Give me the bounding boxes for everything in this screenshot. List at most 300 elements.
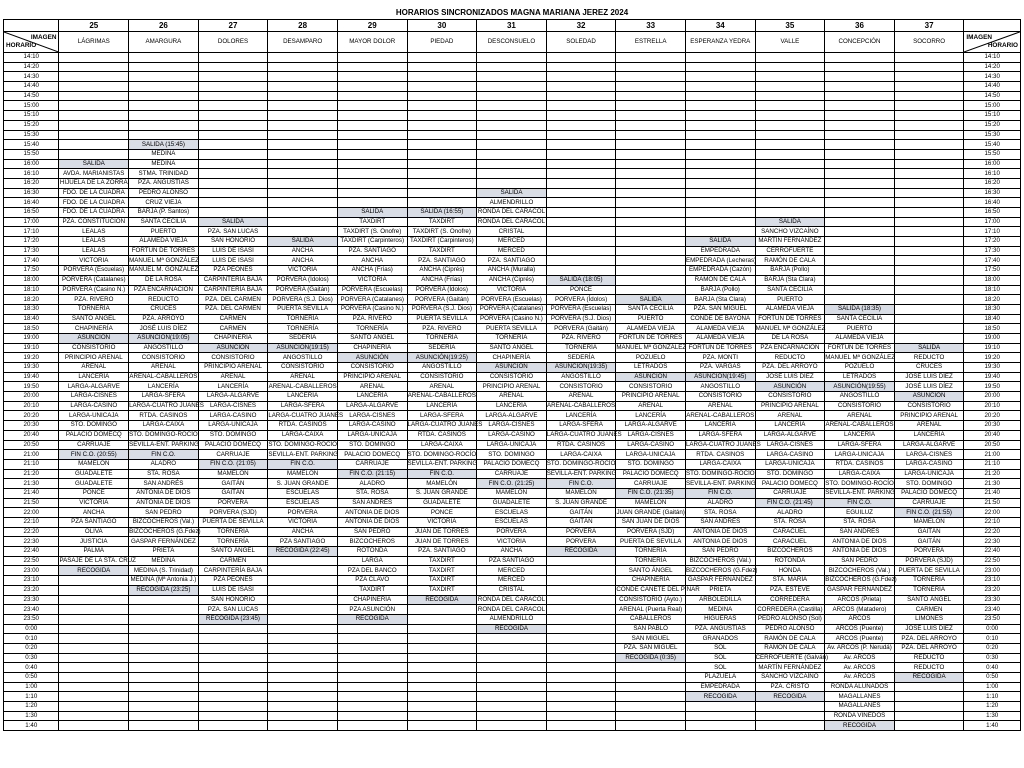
schedule-cell: CONSISTORIO	[337, 363, 407, 373]
schedule-cell	[546, 702, 616, 712]
table-row	[4, 149, 1021, 159]
schedule-cell: TORNERÍA	[546, 343, 616, 353]
schedule-cell: PZA. MONTI	[685, 353, 755, 363]
schedule-cell: MAMELÓN	[616, 498, 686, 508]
schedule-cell: SANTO ÁNGEL	[337, 333, 407, 343]
schedule-cell: PZA. CONSTITUCION	[59, 217, 129, 227]
schedule-cell	[407, 188, 477, 198]
schedule-cell: ANGOSTILLO	[546, 372, 616, 382]
schedule-cell: ASUNCIÓN(19:05)	[129, 333, 199, 343]
table-row	[4, 498, 1021, 508]
schedule-cell	[268, 91, 338, 101]
schedule-cell: FIN C.O. (21:45)	[755, 498, 825, 508]
time-cell-left: 18:10	[4, 285, 59, 295]
schedule-cell: ALAMEDA VIEJA	[685, 324, 755, 334]
schedule-cell: MEDINA	[129, 159, 199, 169]
schedule-cell: PORVERA (S.J. Dios)	[268, 295, 338, 305]
schedule-cell	[546, 217, 616, 227]
schedule-cell	[129, 53, 199, 63]
table-row	[4, 62, 1021, 72]
schedule-cell: PORVERA (SJD)	[198, 508, 268, 518]
schedule-cell: CARMEN	[198, 324, 268, 334]
schedule-cell	[477, 702, 547, 712]
schedule-cell: LARGA-UNICAJA	[198, 421, 268, 431]
schedule-cell	[825, 208, 895, 218]
schedule-cell	[477, 140, 547, 150]
table-row	[4, 140, 1021, 150]
schedule-cell: ARENAL	[755, 411, 825, 421]
schedule-cell	[546, 198, 616, 208]
table-row	[4, 721, 1021, 731]
schedule-cell: GASPAR FERNÁNDEZ	[129, 537, 199, 547]
schedule-cell	[755, 208, 825, 218]
schedule-cell	[268, 566, 338, 576]
time-cell-right: 22:10	[964, 518, 1021, 528]
schedule-cell: ANTONIA DE DIOS	[685, 527, 755, 537]
schedule-cell	[337, 178, 407, 188]
schedule-cell: ARENAL-CABALLEROS	[547, 402, 616, 410]
table-row	[4, 692, 1021, 702]
schedule-cell: RAMÓN DE CALA	[685, 275, 755, 285]
schedule-cell: PORVERA (SJD)	[616, 527, 686, 537]
schedule-cell: MAMELÓN	[477, 488, 547, 498]
schedule-cell: ARENAL	[477, 392, 547, 402]
schedule-cell: ANCHA	[337, 256, 407, 266]
schedule-cell: ALADRO	[685, 498, 755, 508]
schedule-cell: ARCOS (Prieta)	[825, 595, 895, 605]
time-cell-right: 16:30	[964, 188, 1021, 198]
column-name: LÁGRIMAS	[59, 32, 129, 53]
schedule-cell: SOL	[685, 663, 755, 673]
schedule-cell	[825, 159, 895, 169]
schedule-cell	[59, 585, 129, 595]
schedule-cell: VICTORIA	[477, 537, 547, 547]
time-cell-right: 16:00	[964, 159, 1021, 169]
schedule-cell: GUADALETE	[59, 469, 129, 479]
schedule-cell	[894, 91, 964, 101]
schedule-cell: TORNERÍA	[337, 324, 407, 334]
schedule-cell	[825, 266, 895, 276]
schedule-cell	[129, 702, 199, 712]
schedule-cell: CHAPINERÍA	[59, 324, 129, 334]
schedule-cell: TAXDIRT (S. Onofre)	[337, 227, 407, 237]
time-cell-right: 19:50	[964, 382, 1021, 392]
schedule-cell	[616, 188, 686, 198]
schedule-cell	[268, 101, 338, 111]
schedule-cell: PZA. CRISTO	[755, 682, 825, 692]
schedule-cell: MEDINA	[685, 605, 755, 615]
schedule-cell: CHAPINERÍA	[337, 595, 407, 605]
schedule-cell: PZA ASUNCIÓN	[337, 605, 407, 615]
time-cell-right: 22:40	[964, 547, 1021, 557]
schedule-cell: ARENAL	[268, 372, 338, 382]
schedule-cell: CONDE CAÑETE DEL PINAR	[616, 586, 700, 594]
schedule-cell: CARRUAJE	[894, 498, 964, 508]
column-number: 35	[755, 20, 825, 32]
table-row	[4, 111, 1021, 121]
schedule-cell: LARGA-ALGARVE	[894, 440, 964, 450]
time-cell-right: 21:40	[964, 488, 1021, 498]
schedule-cell: LEALAS	[59, 227, 129, 237]
schedule-cell	[337, 198, 407, 208]
schedule-cell	[755, 82, 825, 92]
schedule-cell: LANCERÍA	[894, 430, 964, 440]
schedule-cell: ASUNCIÓN	[337, 353, 407, 363]
schedule-cell: SEVILLA-ENT. PARKING	[825, 489, 895, 497]
schedule-cell: ANCHA	[268, 527, 338, 537]
time-cell-left: 1:00	[4, 682, 59, 692]
time-cell-right: 17:10	[964, 227, 1021, 237]
schedule-cell	[616, 266, 686, 276]
schedule-cell	[616, 208, 686, 218]
time-cell-left: 21:20	[4, 469, 59, 479]
schedule-cell: CONSISTORIO	[755, 392, 825, 402]
time-cell-right: 0:10	[964, 634, 1021, 644]
schedule-cell	[755, 140, 825, 150]
schedule-cell: BARJA (Pollo)	[685, 285, 755, 295]
table-row	[4, 382, 1021, 392]
schedule-cell	[894, 702, 964, 712]
schedule-cell	[337, 53, 407, 63]
schedule-cell: ARENAL	[337, 382, 407, 392]
schedule-cell: BIZCOCHEROS	[337, 537, 407, 547]
schedule-cell: CARRUAJE	[337, 459, 407, 469]
schedule-cell: GAITÁN	[546, 508, 616, 518]
schedule-cell	[825, 246, 895, 256]
schedule-cell: RECOGIDA	[407, 595, 477, 605]
schedule-cell	[477, 130, 547, 140]
table-row	[4, 508, 1021, 518]
time-cell-left: 19:30	[4, 363, 59, 373]
schedule-cell: LARGA-CASINO	[337, 421, 407, 431]
table-row	[4, 246, 1021, 256]
schedule-cell: ANCHA (Frías)	[337, 266, 407, 276]
schedule-cell	[407, 673, 477, 683]
schedule-cell	[894, 285, 964, 295]
schedule-cell	[825, 275, 895, 285]
schedule-cell	[407, 82, 477, 92]
schedule-cell: ASUNCIÓN	[59, 333, 129, 343]
schedule-cell: EMPEDRADA (Lecheras)	[685, 256, 757, 264]
schedule-cell	[407, 149, 477, 159]
schedule-cell	[616, 227, 686, 237]
table-row	[4, 411, 1021, 421]
schedule-cell: STO. DOMINGO-ROCÍO	[407, 450, 477, 458]
schedule-cell: PORVERA (Escuelas)	[477, 295, 547, 305]
schedule-cell	[268, 614, 338, 624]
schedule-cell: CONDE DE BAYONA	[685, 314, 755, 324]
schedule-cell: CONSISTORIO	[407, 372, 477, 382]
table-row	[4, 421, 1021, 431]
table-row	[4, 188, 1021, 198]
schedule-cell	[546, 188, 616, 198]
schedule-cell: CERROFUERTE (Galván)	[755, 653, 829, 661]
schedule-cell	[59, 82, 129, 92]
schedule-cell	[198, 198, 268, 208]
schedule-cell	[337, 82, 407, 92]
schedule-cell: FORTÚN DE TORRES	[129, 246, 199, 256]
schedule-cell: MEDINA	[129, 556, 199, 566]
schedule-cell: SAN PEDRO	[129, 508, 199, 518]
header-blank-left	[4, 20, 59, 32]
schedule-cell: Av. ARCOS (P. Nerudá)	[825, 643, 895, 653]
schedule-cell	[268, 149, 338, 159]
table-row	[4, 237, 1021, 247]
table-row	[4, 469, 1021, 479]
time-cell-left: 0:10	[4, 634, 59, 644]
schedule-cell	[129, 111, 199, 121]
schedule-cell: ANCHA	[268, 246, 338, 256]
schedule-cell	[59, 91, 129, 101]
time-cell-right: 20:30	[964, 421, 1021, 431]
schedule-cell	[337, 682, 407, 692]
time-cell-left: 21:40	[4, 488, 59, 498]
schedule-cell: STA. MARÍA	[755, 576, 825, 586]
schedule-cell	[825, 140, 895, 150]
schedule-cell: LARGA-CISNES	[894, 450, 964, 460]
schedule-cell: PZA SANTIAGO	[477, 556, 547, 566]
time-cell-left: 23:30	[4, 595, 59, 605]
column-name: ESTRELLA	[616, 32, 686, 53]
schedule-cell: MEDINA (Mª Antonia J.)	[130, 576, 197, 584]
schedule-cell	[685, 111, 755, 121]
schedule-cell	[407, 663, 477, 673]
schedule-cell	[755, 702, 825, 712]
schedule-cell: ANCHA	[59, 508, 129, 518]
schedule-cell	[129, 120, 199, 130]
column-name: MAYOR DOLOR	[337, 32, 407, 53]
schedule-cell: LARGA-CASINO	[477, 430, 547, 440]
schedule-cell: TORNERÍA	[407, 333, 477, 343]
schedule-cell	[337, 120, 407, 130]
schedule-cell: PZA CLAVO	[337, 576, 407, 586]
schedule-cell: BIZCOCHEROS	[755, 547, 825, 557]
schedule-cell	[894, 711, 964, 721]
schedule-cell: VICTORIA	[268, 266, 338, 276]
schedule-cell	[616, 178, 686, 188]
time-cell-right: 20:10	[964, 401, 1021, 411]
time-cell-left: 15:40	[4, 140, 59, 150]
schedule-cell	[546, 72, 616, 82]
schedule-cell	[337, 711, 407, 721]
schedule-cell: Av. ARCOS	[825, 663, 895, 673]
schedule-cell	[407, 53, 477, 63]
schedule-cell: STA. ROSA	[129, 469, 199, 479]
schedule-cell: CHAPINERÍA	[616, 576, 686, 586]
schedule-cell: MAMELÓN	[198, 469, 268, 479]
time-cell-left: 20:20	[4, 411, 59, 421]
schedule-cell: TORNERÍA	[59, 304, 129, 314]
schedule-cell: PZA SANTIAGO	[268, 537, 338, 547]
schedule-cell: STO. DOMINGO	[198, 430, 268, 440]
schedule-cell: LEALAS	[59, 246, 129, 256]
table-row	[4, 101, 1021, 111]
schedule-cell	[198, 208, 268, 218]
schedule-cell	[685, 149, 755, 159]
schedule-cell: PRIETA	[685, 585, 755, 595]
schedule-cell	[268, 556, 338, 566]
schedule-cell: FIN C.O. (21:35)	[616, 488, 686, 498]
schedule-cell: PZA. DEL ARROYO	[755, 363, 825, 373]
schedule-cell	[268, 188, 338, 198]
schedule-cell: ANCHA (Muralla)	[477, 266, 547, 276]
schedule-cell: STO. DOMINGO	[755, 469, 825, 479]
schedule-cell: ANTONIA DE DIOS	[337, 518, 407, 528]
schedule-cell: PZA PEONES	[198, 266, 268, 276]
schedule-cell: SAN HONORIO	[198, 595, 268, 605]
schedule-cell	[198, 149, 268, 159]
schedule-cell: SANTO ÁNGEL	[616, 566, 686, 576]
schedule-cell: MAMELÓN	[894, 518, 964, 528]
time-cell-left: 0:50	[4, 673, 59, 683]
schedule-cell: CARPINTERÍA BAJA	[198, 275, 268, 285]
schedule-cell: CORREDERA	[755, 595, 825, 605]
column-name: VALLE	[755, 32, 825, 53]
time-cell-right: 15:10	[964, 111, 1021, 121]
table-row	[4, 605, 1021, 615]
schedule-cell: PRINCIPIO ARENAL	[755, 401, 825, 411]
schedule-cell	[755, 159, 825, 169]
schedule-cell: PORVERA	[546, 527, 616, 537]
time-cell-left: 21:00	[4, 450, 59, 460]
schedule-cell	[268, 605, 338, 615]
column-name: PIEDAD	[407, 32, 477, 53]
time-cell-right: 19:00	[964, 333, 1021, 343]
table-row	[4, 673, 1021, 683]
time-cell-right: 1:10	[964, 692, 1021, 702]
schedule-cell: VICTORIA	[268, 518, 338, 528]
table-row	[4, 663, 1021, 673]
schedule-cell: ARBOLEDILLA	[685, 595, 755, 605]
schedule-cell: JUSTICIA	[59, 537, 129, 547]
schedule-cell: PRINCIPIO ARENAL	[894, 411, 964, 421]
time-cell-right: 18:50	[964, 324, 1021, 334]
schedule-cell: ANCHA (Ciprés)	[407, 266, 477, 276]
schedule-cell	[894, 188, 964, 198]
schedule-cell	[755, 711, 825, 721]
schedule-cell: ESCUELAS	[477, 508, 547, 518]
schedule-cell	[337, 188, 407, 198]
schedule-cell: PONCE	[546, 285, 616, 295]
table-row	[4, 479, 1021, 489]
time-cell-right: 17:40	[964, 256, 1021, 266]
schedule-cell: SALIDA	[198, 217, 268, 227]
schedule-cell: PORVERA (Gaitán)	[546, 324, 616, 334]
corner-imagen-label: IMAGEN	[966, 34, 992, 41]
time-cell-right: 14:30	[964, 72, 1021, 82]
schedule-cell: CARACUEL	[755, 537, 825, 547]
schedule-cell	[198, 663, 268, 673]
schedule-cell: ANTONIA DE DIOS	[825, 537, 895, 547]
schedule-cell: PZA. SAN MIGUEL	[685, 304, 755, 314]
schedule-cell: STO. DOMINGO	[477, 450, 547, 460]
time-cell-right: 14:40	[964, 82, 1021, 92]
schedule-cell: CARRUAJE	[755, 488, 825, 498]
schedule-cell	[616, 130, 686, 140]
schedule-cell	[337, 643, 407, 653]
schedule-cell	[129, 711, 199, 721]
schedule-cell	[685, 101, 755, 111]
time-cell-right: 20:20	[964, 411, 1021, 421]
time-cell-left: 0:40	[4, 663, 59, 673]
schedule-cell: LARGA-SFERA	[685, 430, 755, 440]
time-cell-right: 23:40	[964, 605, 1021, 615]
schedule-cell	[407, 91, 477, 101]
schedule-cell	[685, 702, 755, 712]
schedule-cell: PLAZUELA	[685, 673, 755, 683]
schedule-cell	[546, 149, 616, 159]
schedule-cell: PUERTA SEVILLA	[477, 324, 547, 334]
schedule-cell: RECOGIDA (0:35)	[616, 653, 686, 663]
schedule-cell: LARGA-ALGARVE	[616, 421, 686, 431]
schedule-cell: ARENAL	[825, 411, 895, 421]
time-cell-right: 16:10	[964, 169, 1021, 179]
schedule-cell	[755, 721, 825, 731]
schedule-cell	[337, 624, 407, 634]
schedule-cell: PORVERA	[268, 508, 338, 518]
schedule-cell: JOSÉ LUIS DÍEZ	[894, 624, 964, 634]
schedule-cell: SAN PEDRO	[685, 547, 755, 557]
schedule-cell	[198, 624, 268, 634]
schedule-cell: TAXDIRT	[407, 585, 477, 595]
schedule-cell: SEDERÍA	[407, 343, 477, 353]
schedule-cell	[894, 333, 964, 343]
time-cell-right: 15:20	[964, 120, 1021, 130]
schedule-cell: ANTONIA DE DIOS	[825, 547, 895, 557]
table-row	[4, 614, 1021, 624]
schedule-cell: RONDA DEL CARACOL	[477, 208, 546, 216]
schedule-cell	[546, 692, 616, 702]
time-cell-right: 1:40	[964, 721, 1021, 731]
time-cell-right: 22:30	[964, 537, 1021, 547]
schedule-cell	[337, 692, 407, 702]
schedule-cell: PASAJE DE LA STA. CRUZ	[59, 557, 136, 565]
schedule-cell	[546, 111, 616, 121]
schedule-cell: SALIDA	[477, 188, 547, 198]
schedule-cell	[198, 721, 268, 731]
schedule-cell: PALACIO DOMECQ	[337, 450, 407, 460]
time-cell-left: 22:50	[4, 556, 59, 566]
schedule-cell: PUERTA DE SEVILLA	[616, 537, 686, 547]
schedule-cell	[337, 721, 407, 731]
schedule-cell	[477, 169, 547, 179]
schedule-cell: SEDERÍA	[268, 333, 338, 343]
schedule-cell: TAXDIRT (S. Onofre)	[407, 227, 477, 237]
schedule-cell: ARENAL	[546, 392, 616, 402]
schedule-cell: SOL	[685, 643, 755, 653]
schedule-cell: FORTÚN DE TORRES	[616, 333, 686, 343]
schedule-cell	[198, 91, 268, 101]
schedule-cell: ARENAL	[59, 363, 129, 373]
schedule-cell	[337, 159, 407, 169]
schedule-cell: ALADRO	[129, 459, 199, 469]
schedule-cell	[546, 91, 616, 101]
schedule-cell: STA. ROSA	[825, 518, 895, 528]
schedule-cell: RECOGIDA (23:45)	[198, 614, 268, 624]
schedule-cell: RAMÓN DE CALA	[755, 256, 825, 266]
schedule-cell	[685, 721, 755, 731]
schedule-cell: LARGA-CUATRO JUANES	[407, 421, 483, 429]
schedule-cell	[477, 91, 547, 101]
schedule-cell: FIN C.O.	[546, 479, 616, 489]
schedule-cell: SANCHO VIZCAÍNO	[755, 673, 825, 683]
schedule-cell: MANUEL Mª GONZÁLEZ	[616, 343, 687, 351]
schedule-cell: HIJUELA DE LA ZORRA	[59, 179, 128, 187]
schedule-cell	[616, 72, 686, 82]
time-cell-right: 18:00	[964, 275, 1021, 285]
schedule-cell: EGUILUZ	[825, 508, 895, 518]
schedule-cell: FORTÚN DE TORRES	[755, 314, 825, 324]
